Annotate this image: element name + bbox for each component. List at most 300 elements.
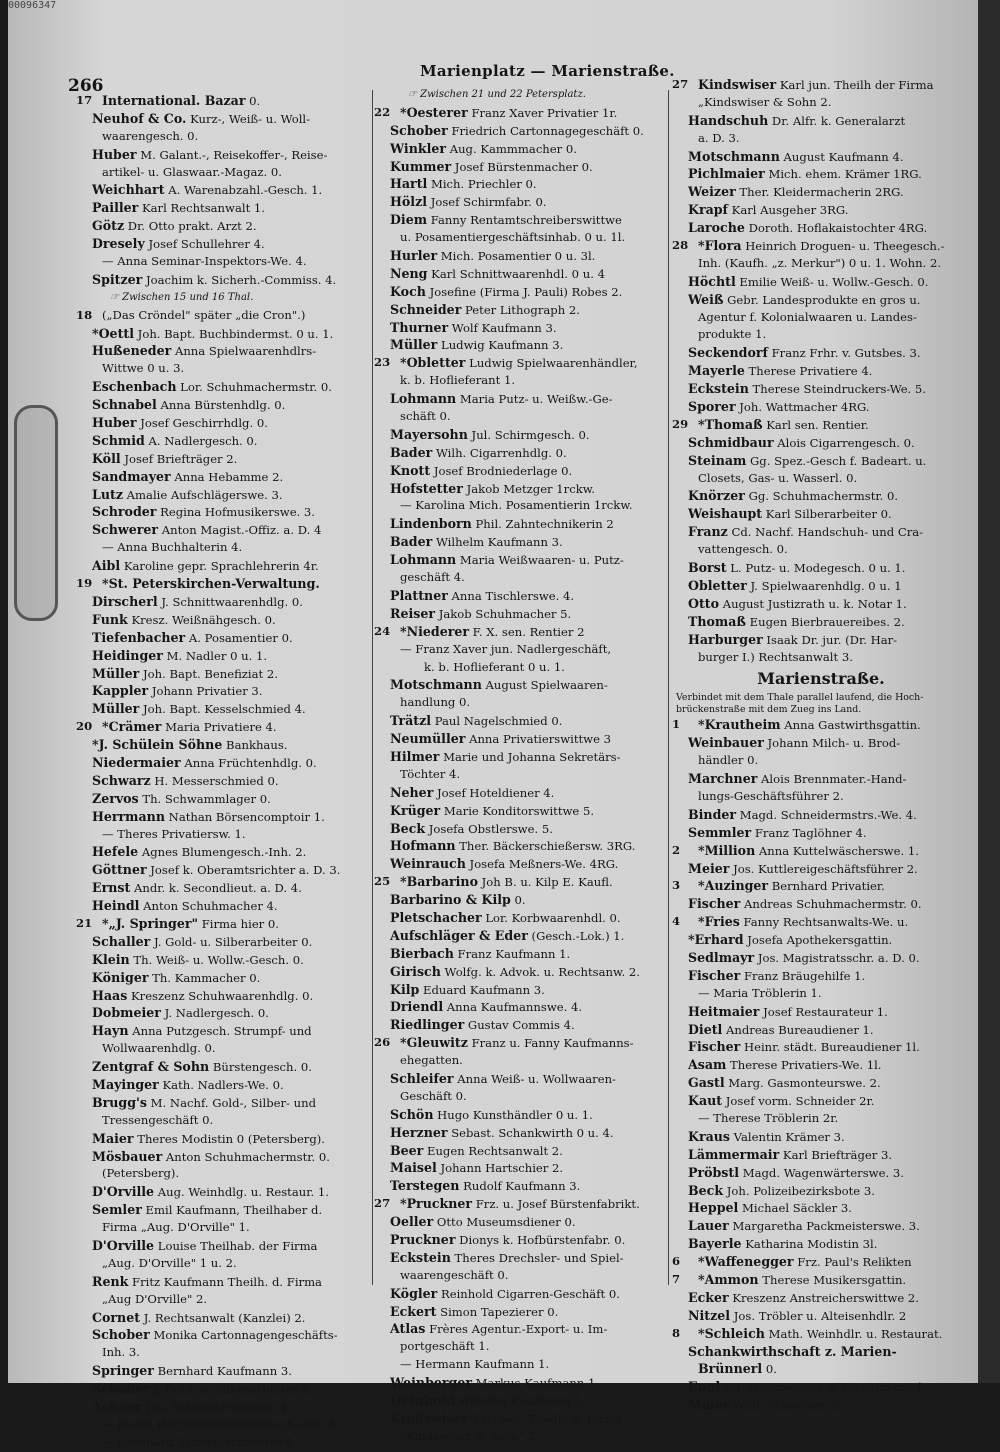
entry-name: Diem [390, 212, 428, 228]
entry-text [92, 665, 278, 684]
entry-text [688, 1378, 927, 1397]
entry-text [102, 128, 198, 146]
entry-name: *Schleich [698, 1325, 765, 1341]
entry-text [390, 1249, 624, 1268]
entry-text [92, 450, 237, 469]
directory-entry [676, 1164, 966, 1182]
entry-text [92, 951, 304, 970]
entry-text [390, 480, 595, 499]
entry-details: Wollwaarenhdlg. 0. [102, 1041, 216, 1056]
entry-text [698, 237, 944, 256]
directory-entry [80, 951, 380, 969]
entry-name: Schwarz [92, 772, 151, 788]
directory-entry [676, 273, 966, 291]
entry-text [92, 1130, 325, 1149]
house-number: 3 [672, 878, 681, 893]
directory-entry [378, 551, 673, 569]
entry-text [688, 523, 923, 542]
entry-name: Semler [92, 1202, 142, 1218]
directory-entry [80, 1291, 380, 1309]
entry-text [390, 945, 570, 964]
entry-name: *Flora [698, 238, 742, 254]
entry-details: ☞ Zwischen 15 und 16 Thal. [110, 291, 254, 303]
house-number: 20 [76, 719, 93, 734]
entry-details: — Hermann Kaufmann 1. [400, 1357, 550, 1372]
house-number: 24 [374, 623, 391, 638]
entry-text [102, 360, 184, 378]
entry-name: Pailler [92, 200, 139, 216]
entry-details: Peter Lithograph 2. [461, 302, 580, 317]
entry-text [400, 569, 465, 587]
entry-text [390, 1392, 585, 1411]
house-number: 28 [672, 238, 689, 253]
entry-details: A. Nadlergesch. 0. [144, 433, 258, 448]
entry-name: Riedlinger [390, 1017, 465, 1033]
entry-text [92, 1362, 292, 1381]
entry-details: Johann Hartschier 2. [436, 1161, 564, 1176]
entry-name: *Obletter [400, 355, 466, 371]
entry-name: Hußeneder [92, 343, 172, 359]
entry-details: J. Spielwaarenhdlg. 0 u. 1 [746, 578, 902, 593]
directory-entry [80, 1237, 380, 1255]
entry-text [390, 820, 553, 839]
entry-name: Mayersohn [390, 426, 468, 442]
directory-entry [676, 559, 966, 577]
house-number: 27 [672, 77, 689, 91]
entry-details: Isaak Dr. jur. (Dr. Har- [762, 632, 898, 647]
entry-details: Kurz-, Weiß- u. Woll- [186, 111, 311, 126]
book-spine [978, 0, 1000, 1383]
directory-entry [676, 291, 966, 309]
directory-entry [378, 641, 673, 659]
entry-name: Girisch [390, 963, 441, 979]
directory-entry [80, 1434, 380, 1452]
entry-text [390, 676, 608, 695]
directory-entry [80, 199, 380, 217]
entry-name: *Oettl [92, 325, 134, 341]
directory-entry [672, 416, 966, 434]
directory-entry [676, 1235, 966, 1253]
entry-details: Bürstengesch. 0. [209, 1060, 312, 1075]
directory-entry [378, 1070, 673, 1088]
entry-details: Michael Säckler 3. [738, 1201, 852, 1216]
directory-entry [80, 682, 380, 700]
entry-details: Louise Theilhab. der Firma [154, 1239, 318, 1253]
entry-details: Monika Cartonnagengeschäfts- [149, 1328, 338, 1343]
entry-text [390, 462, 572, 481]
directory-entry [378, 784, 673, 802]
entry-text [688, 201, 848, 220]
entry-details: Jakob Schuhmacher 5. [435, 606, 572, 621]
directory-entry [676, 344, 966, 362]
entry-details: Jul. Schirmgesch. 0. [467, 427, 590, 442]
directory-entry [80, 861, 380, 879]
entry-details: Karl Rechtsanwalt 1. [138, 201, 265, 216]
entry-text [390, 1016, 575, 1035]
entry-details: Math. Weinhdlr. u. Restaurat. [764, 1326, 943, 1341]
entry-text [688, 380, 926, 399]
directory-entry [374, 104, 673, 122]
entry-name: Lohmann [390, 552, 457, 568]
entry-text [92, 1326, 338, 1345]
entry-text [390, 551, 624, 570]
entry-details: Margaretha Packmeisterswe. 3. [728, 1219, 920, 1234]
entry-name: *Krautheim [698, 717, 781, 733]
entry-name: Lohmann [390, 391, 457, 407]
entry-text [102, 307, 305, 325]
directory-entry [676, 1003, 966, 1021]
directory-entry [676, 1396, 966, 1414]
entry-text [92, 736, 287, 755]
directory-entry [378, 694, 673, 712]
directory-entry [80, 665, 380, 683]
entry-details: Therese Privatiers-We. 1l. [726, 1058, 882, 1073]
entry-details: Inh. (Kaufh. „z. Merkur") 0 u. 1. Wohn. 2. [698, 255, 942, 270]
entry-name: Funk [92, 611, 128, 627]
entry-details: Anna Tischlerswe. 4. [447, 588, 575, 603]
entry-name: Schmid [92, 432, 145, 448]
entry-details: L. Putz- u. Modegesch. 0 u. 1. [726, 561, 906, 576]
entry-name: Heindl [92, 898, 140, 914]
entry-details: — Theres Privatiersw. 1. [102, 826, 246, 841]
entry-name: Kaut [688, 1093, 723, 1109]
directory-entry [676, 666, 966, 692]
entry-details: Aug. Kammmacher 0. [446, 141, 577, 156]
directory-entry [80, 987, 380, 1005]
entry-text [102, 575, 320, 594]
entry-name: *Oesterer [400, 104, 468, 120]
entry-details: Reinhold Cigarren-Geschäft 0. [437, 1286, 620, 1301]
directory-entry [378, 1142, 673, 1160]
entry-details: Ther. Kleidermacherin 2RG. [735, 185, 904, 200]
directory-entry [378, 981, 673, 999]
entry-text [390, 1213, 576, 1232]
directory-entry [374, 354, 673, 372]
directory-entry [80, 521, 380, 539]
entry-details: Wilh. Cigarrenhdlg. 0. [432, 445, 567, 460]
entry-details: Jos. Kuttlereigeschäftsführer 2. [729, 861, 918, 876]
entry-details: Firma hier 0. [198, 916, 279, 931]
directory-entry [80, 826, 380, 844]
directory-entry [378, 927, 673, 945]
entry-text [92, 1148, 330, 1167]
entry-details: Töchter 4. [400, 766, 461, 781]
entry-details: Otto Museumsdiener 0. [433, 1215, 576, 1230]
entry-details: Ludwig Spielwaarenhändler, [465, 356, 638, 371]
entry-text [102, 1344, 140, 1362]
directory-entry [676, 806, 966, 824]
entry-text [400, 623, 584, 642]
directory-entry [676, 967, 966, 985]
entry-text [92, 879, 302, 898]
entry-text [92, 1309, 306, 1328]
entry-details: Maria Weißwaaren- u. Putz- [456, 553, 624, 568]
house-number: 8 [672, 1325, 681, 1340]
directory-entry [80, 128, 380, 146]
entry-name: Brünnerl [698, 1361, 763, 1377]
entry-name: Bader [390, 444, 433, 460]
entry-name: Krüger [390, 802, 441, 818]
entry-details: Doroth. Hoflakaistochter 4RG. [744, 221, 928, 236]
entry-name: Schaller [92, 933, 151, 949]
entry-text [390, 1177, 580, 1196]
house-number: 1 [672, 717, 681, 732]
entry-details: Maria Putz- u. Weißw.-Ge- [456, 392, 613, 407]
entry-details: lungs-Geschäftsführer 2. [698, 788, 844, 803]
entry-text [390, 122, 644, 141]
entry-details: Franz Frhr. v. Gutsbes. 3. [767, 346, 921, 361]
entry-text [688, 362, 872, 381]
entry-text [390, 426, 590, 445]
directory-entry [672, 76, 966, 94]
directory-entry [676, 949, 966, 967]
entry-name: Schober [92, 1327, 150, 1343]
entry-details: Franz Xaver Privatier 1r. [467, 105, 618, 120]
house-number: 7 [672, 1272, 681, 1286]
entry-text [688, 165, 922, 184]
directory-entry [378, 283, 673, 301]
entry-details: a. D. 3. [698, 130, 740, 145]
directory-entry [378, 855, 673, 873]
entry-details: Andreas Bureaudiener 1. [722, 1022, 874, 1037]
directory-entry [676, 309, 966, 327]
entry-text [688, 577, 902, 596]
entry-text [92, 199, 265, 218]
entry-name: Götz [92, 218, 125, 234]
entry-text [688, 1307, 906, 1326]
entry-details: Th. Schwammlager 0. [138, 791, 271, 806]
directory-entry [80, 342, 380, 360]
directory-entry [80, 1022, 380, 1040]
entry-details: — Josefa Herrengarderobegesch.-Inh. 4. [102, 1416, 340, 1431]
directory-entry [378, 1124, 673, 1142]
directory-entry [378, 480, 673, 498]
entry-text [698, 470, 857, 488]
entry-name: Zervos [92, 790, 139, 806]
entry-text [102, 164, 282, 182]
entry-text [698, 913, 908, 932]
entry-details: Frz. Paul's Relikten [793, 1255, 912, 1270]
entry-name: *St. Peterskirchen-Verwaltung. [102, 576, 320, 592]
directory-entry [676, 595, 966, 613]
entry-name: *Million [698, 842, 756, 858]
entry-text [92, 1094, 316, 1113]
directory-entry [378, 211, 673, 229]
entry-details: Jos. Schneidermeister 4. [142, 1400, 291, 1415]
entry-text [688, 398, 869, 417]
directory-entry [676, 130, 966, 148]
entry-name: Binder [688, 806, 737, 822]
entry-details: Wittwe 0 u. 3. [102, 361, 185, 376]
directory-entry [80, 772, 380, 790]
entry-text [698, 130, 740, 148]
entry-text [390, 712, 562, 731]
entry-details: Hugo Kunsthändler 0 u. 1. [433, 1107, 593, 1122]
entry-name: Mayinger [92, 1076, 159, 1092]
directory-entry [378, 1285, 673, 1303]
entry-text [688, 770, 906, 789]
entry-details: August Justizrath u. k. Notar 1. [719, 596, 907, 611]
entry-text [92, 1273, 322, 1292]
directory-entry [378, 158, 673, 176]
entry-text [92, 1058, 312, 1077]
entry-name: Eckstein [390, 1249, 451, 1265]
entry-name: Weiß [688, 291, 724, 307]
directory-entry [80, 110, 380, 128]
directory-entry [676, 895, 966, 913]
directory-entry [676, 201, 966, 219]
directory-entry [80, 1344, 380, 1362]
entry-name: Huber [92, 415, 137, 431]
entry-name: Aibl [92, 558, 121, 574]
entry-details: Markus Kaufmann 1. [471, 1376, 600, 1391]
directory-entry [378, 820, 673, 838]
directory-entry [676, 183, 966, 201]
entry-details: Tressengeschäft 0. [102, 1112, 214, 1127]
directory-entry [378, 1249, 673, 1267]
entry-name: D'Orville [92, 1238, 155, 1253]
entry-text [92, 861, 341, 880]
entry-details: portgeschäft 1. [400, 1339, 490, 1354]
directory-entry [378, 247, 673, 265]
entry-details: Phil. Zahntechnikerin 2 [471, 517, 614, 532]
directory-entry [676, 1199, 966, 1217]
directory-entry [672, 1271, 966, 1289]
entry-details: Magd. Wagenwärterswe. 3. [739, 1165, 904, 1180]
entry-name: Kraus [688, 1128, 730, 1144]
entry-text [92, 181, 322, 200]
entry-text [102, 915, 279, 934]
entry-name: Franz [688, 524, 728, 540]
directory-entry [80, 1380, 380, 1398]
entry-text [698, 877, 885, 896]
entry-name: Eschenbach [92, 379, 177, 395]
entry-text [390, 193, 547, 212]
entry-text [688, 291, 920, 310]
entry-text [688, 895, 922, 914]
entry-name: *Thomaß [698, 416, 763, 432]
entry-text [400, 1267, 508, 1285]
entry-name: Mösbauer [92, 1148, 163, 1164]
entry-name: Hartl [390, 176, 428, 192]
entry-name: Müller [92, 665, 140, 681]
directory-entry [378, 1106, 673, 1124]
entry-details: H. Messerschmied 0. [150, 773, 279, 788]
entry-name: Nitzel [688, 1307, 731, 1323]
entry-name: Herzner [390, 1124, 448, 1140]
entry-text [390, 1285, 620, 1304]
entry-name: *Pruckner [400, 1196, 473, 1212]
entry-text [390, 587, 574, 606]
directory-entry [80, 396, 380, 414]
entry-details: Kreszenz Schuhwaarenhdlg. 0. [127, 988, 314, 1003]
entry-details: produkte 1. [698, 327, 767, 342]
entry-name: Lindenborn [390, 516, 472, 532]
house-number: 25 [374, 874, 391, 889]
directory-entry [676, 613, 966, 631]
entry-text [102, 826, 246, 844]
entry-text [390, 837, 635, 856]
directory-entry [80, 235, 380, 253]
entry-text [688, 1092, 874, 1111]
directory-entry [676, 219, 966, 237]
entry-details: schäft 0. [400, 409, 451, 424]
entry-name: Eckert [390, 1303, 437, 1319]
entry-details: Anna Weiß- u. Wollwaaren- [453, 1071, 616, 1086]
directory-entry [80, 289, 380, 307]
directory-entry [80, 879, 380, 897]
entry-name: Ecker [688, 1289, 729, 1305]
entry-details: Fanny Rentamtschreiberswittwe [427, 213, 622, 228]
entry-text [400, 104, 617, 123]
entry-text [102, 92, 260, 111]
entry-text [688, 613, 905, 632]
entry-details: burger I.) Rechtsanwalt 3. [698, 649, 853, 664]
entry-text [92, 897, 278, 916]
directory-entry [80, 700, 380, 718]
entry-details: Anton Schuhmacher 4. [139, 899, 278, 914]
directory-entry [676, 1056, 966, 1074]
entry-details: Rudolf Kaufmann 3. [459, 1179, 581, 1194]
entry-text [92, 682, 263, 701]
entry-text [92, 772, 279, 791]
entry-name: Ernst [92, 880, 131, 896]
entry-text [688, 806, 917, 825]
directory-entry [374, 873, 673, 891]
entry-text [698, 1360, 777, 1379]
directory-entry [80, 486, 380, 504]
directory-entry [378, 837, 673, 855]
entry-text [92, 1201, 322, 1220]
entry-details: Mich. Posamentier 0 u. 3l. [437, 249, 596, 264]
directory-entry [676, 165, 966, 183]
entry-text [390, 158, 593, 177]
directory-entry [378, 1088, 673, 1106]
directory-entry [378, 426, 673, 444]
house-number: 19 [76, 576, 93, 591]
entry-details: J. Schnittwaarenhdlg. 0. [157, 594, 303, 609]
directory-entry [80, 378, 380, 396]
directory-entry [676, 577, 966, 595]
directory-entry [80, 647, 380, 665]
entry-text [688, 1199, 852, 1218]
entry-details: Karl Ausgeher 3RG. [727, 203, 849, 218]
directory-entry [80, 629, 380, 647]
directory-entry [676, 692, 966, 704]
house-number: 17 [76, 93, 93, 107]
directory-entry [76, 92, 380, 110]
house-number: 22 [374, 104, 391, 119]
entry-text [102, 1434, 296, 1452]
entry-details: Valentin Krämer 3. [730, 1129, 845, 1144]
entry-details: Franz Taglöhner 4. [751, 825, 867, 840]
directory-entry [80, 181, 380, 199]
entry-name: Fischer [688, 896, 741, 912]
entry-text [688, 559, 905, 578]
directory-entry [80, 557, 380, 575]
house-number: 29 [672, 416, 689, 431]
entry-details: Josef Schirmfabr. 0. [427, 195, 547, 210]
entry-name: Oeller [390, 1214, 434, 1230]
entry-name: Cornet [92, 1309, 141, 1325]
entry-name: Kindswiser [390, 1410, 469, 1426]
entry-name: Pröbstl [688, 1164, 740, 1180]
entry-text [390, 998, 582, 1017]
entry-name: Steinam [688, 452, 747, 468]
entry-name: Marchner [688, 771, 758, 787]
entry-name: Schnabel [92, 397, 157, 413]
entry-details: Bankhaus. [222, 738, 288, 753]
